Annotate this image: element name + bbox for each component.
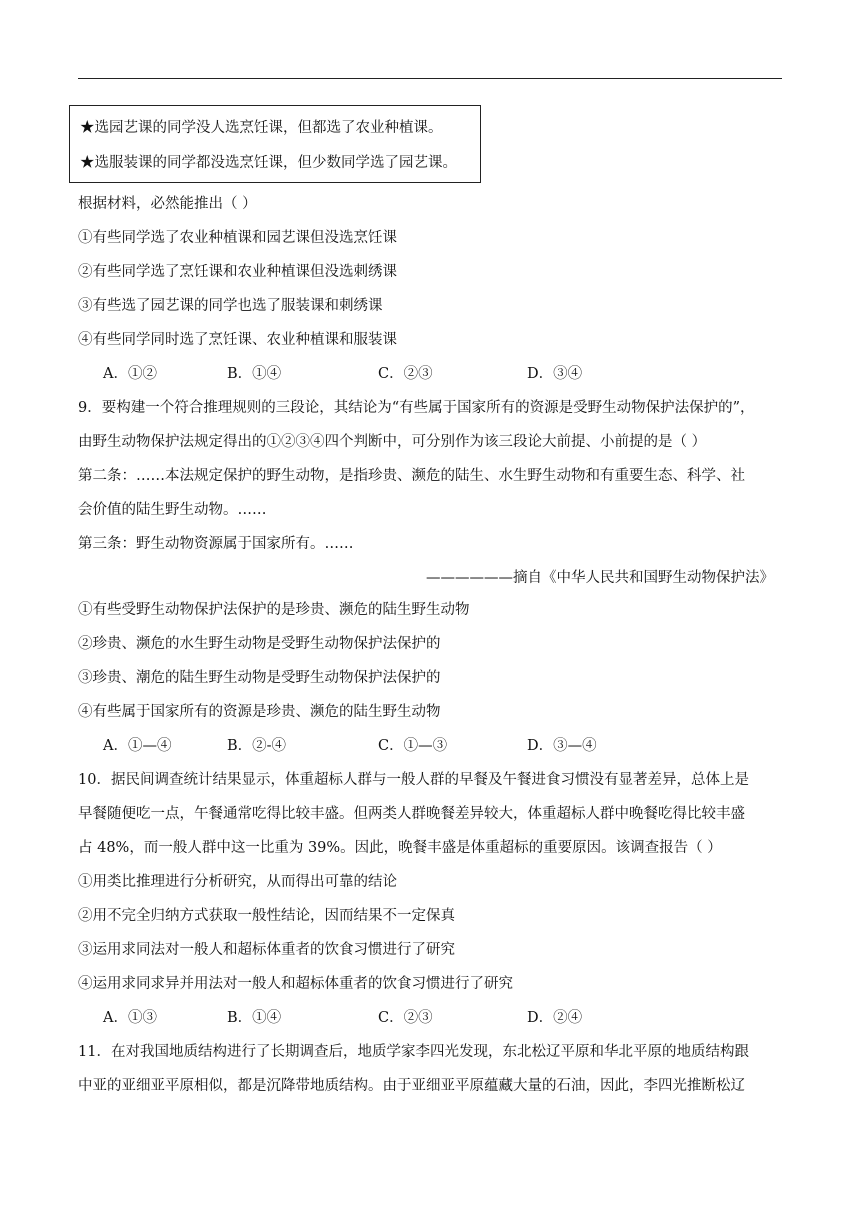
q9-option-a: A．①—④: [103, 738, 172, 754]
q9-law-article-2a: 第二条：……本法规定保护的野生动物，是指珍贵、濒危的陆生、水生野生动物和有重要生态、科学、社: [78, 468, 745, 484]
q10-option-b: B．①④: [227, 1010, 282, 1026]
material-line-2: ★选服装课的同学都没选烹饪课，但少数同学选了园艺课。: [80, 155, 457, 171]
q9-option-c: C．①—③: [378, 738, 448, 754]
q10-stem-line-1: 10．据民间调查统计结果显示，体重超标人群与一般人群的早餐及午餐进食习惯没有显著差异，总体上是: [78, 772, 749, 788]
q8-option-a: A．①②: [103, 366, 157, 382]
q10-stem-line-2: 早餐随便吃一点，午餐通常吃得比较丰盛。但两类人群晚餐差异较大，体重超标人群中晚餐吃得比较丰盛: [78, 806, 745, 822]
q9-statement-3: ③珍贵、潮危的陆生野生动物是受野生动物保护法保护的: [78, 670, 441, 686]
q10-statement-2: ②用不完全归纳方式获取一般性结论，因而结果不一定保真: [78, 908, 455, 924]
q10-option-d: D．②④: [527, 1010, 583, 1026]
q9-option-d: D．③—④: [527, 738, 597, 754]
q8-statement-3: ③有些选了园艺课的同学也选了服装课和刺绣课: [78, 298, 383, 314]
q9-statement-2: ②珍贵、濒危的水生野生动物是受野生动物保护法保护的: [78, 636, 441, 652]
q9-stem-line-1: 9．要构建一个符合推理规则的三段论，其结论为“有些属于国家所有的资源是受野生动物保护法保护的”，: [78, 400, 755, 416]
q8-stem: 根据材料，必然能推出（ ）: [78, 196, 257, 212]
q10-statement-3: ③运用求同法对一般人和超标体重者的饮食习惯进行了研究: [78, 942, 455, 958]
q8-option-c: C．②③: [378, 366, 433, 382]
q11-stem-line-2: 中亚的亚细亚平原相似，都是沉降带地质结构。由于亚细亚平原蕴藏大量的石油，因此，李四光推断松辽: [78, 1078, 745, 1094]
q9-law-article-3: 第三条：野生动物资源属于国家所有。……: [78, 536, 354, 552]
q10-statement-1: ①用类比推理进行分析研究，从而得出可靠的结论: [78, 874, 397, 890]
q9-stem-line-2: 由野生动物保护法规定得出的①②③④四个判断中，可分别作为该三段论大前提、小前提的是（ ）: [78, 434, 707, 450]
q9-statement-4: ④有些属于国家所有的资源是珍贵、濒危的陆生野生动物: [78, 704, 441, 720]
q10-option-c: C．②③: [378, 1010, 433, 1026]
header-rule: [78, 78, 782, 79]
q9-option-b: B．②-④: [227, 738, 287, 754]
q9-source: ——————摘自《中华人民共和国野生动物保护法》: [426, 570, 774, 586]
material-line-1: ★选园艺课的同学没人选烹饪课，但都选了农业种植课。: [80, 120, 443, 136]
q8-option-d: D．③④: [527, 366, 583, 382]
material-box: [69, 105, 481, 183]
q11-stem-line-1: 11．在对我国地质结构进行了长期调查后，地质学家李四光发现，东北松辽平原和华北平原的地质结构跟: [78, 1044, 749, 1060]
q8-statement-2: ②有些同学选了烹饪课和农业种植课但没选刺绣课: [78, 264, 397, 280]
q10-stem-line-3: 占 48%，而一般人群中这一比重为 39%。因此，晚餐丰盛是体重超标的重要原因。该调查报告（ ）: [78, 840, 722, 856]
q10-statement-4: ④运用求同求异并用法对一般人和超标体重者的饮食习惯进行了研究: [78, 976, 513, 992]
q8-statement-1: ①有些同学选了农业种植课和园艺课但没选烹饪课: [78, 230, 397, 246]
q10-option-a: A．①③: [103, 1010, 157, 1026]
q8-statement-4: ④有些同学同时选了烹饪课、农业种植课和服装课: [78, 332, 397, 348]
q9-law-article-2b: 会价值的陆生野生动物。……: [78, 502, 267, 518]
q9-statement-1: ①有些受野生动物保护法保护的是珍贵、濒危的陆生野生动物: [78, 602, 470, 618]
q8-option-b: B．①④: [227, 366, 282, 382]
